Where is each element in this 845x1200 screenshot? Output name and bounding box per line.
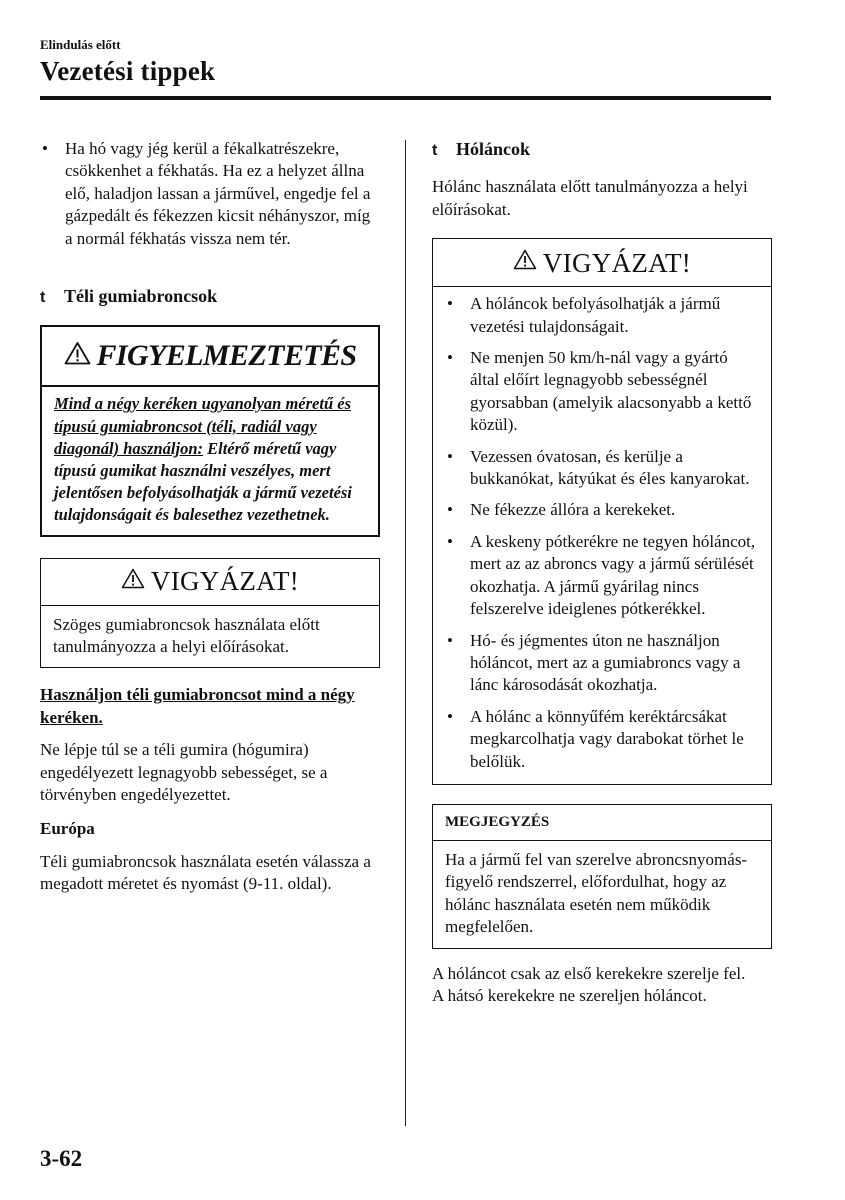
note-text: Ha a jármű fel van szerelve abroncsnyomás-figyelő rendszerrel, előfordulhat, hogy az hólánc használata esetén nem működik megfelelően. <box>445 849 748 937</box>
list-item: • A hóláncok befolyásolhatják a jármű vezetési tulajdonságait. <box>445 293 759 338</box>
section-label: Elindulás előtt <box>40 37 121 52</box>
warning-underlined-text: Mind a négy keréken ugyanolyan méretű és típusú gumiabroncsot (téli, radiál vagy diagonál) használjon: <box>54 394 351 458</box>
warning-triangle-icon <box>64 341 91 371</box>
winter-tires-heading <box>40 285 380 309</box>
page-title: Vezetési tippek <box>40 56 216 86</box>
snow-chains-intro: Hólánc használata előtt tanulmányozza a helyi előírásokat. <box>432 177 748 219</box>
note-body <box>433 841 771 948</box>
left-column <box>40 138 380 896</box>
caution-bullet-list <box>445 293 759 773</box>
caution-box <box>432 238 772 785</box>
title-rule <box>40 96 771 100</box>
note-title: MEGJEGYZÉS <box>445 814 550 831</box>
europe-paragraph: Téli gumiabroncsok használata esetén válassza a megadott méretet és nyomást (9-11. oldal). <box>40 851 371 894</box>
heading-text: Hóláncok <box>456 139 531 159</box>
page-number: 3-62 <box>40 1146 83 1171</box>
front-wheels-paragraph: A hóláncot csak az első kerekekre szerelje fel. <box>432 963 746 983</box>
list-item: • Ne fékezze állóra a kerekeket. <box>445 499 759 521</box>
list-item: • Vezessen óvatosan, és kerülje a bukkanókat, kátyúkat és éles kanyarokat. <box>445 446 759 491</box>
speed-paragraph: Ne lépje túl se a téli gumira (hógumira) engedélyezett legnagyobb sebességet, se a törvényben engedélyezettet. <box>40 740 328 805</box>
list-item: • Ha hó vagy jég kerül a fékalkatrészekre, csökkenhet a fékhatás. Ha ez a helyzet állna elő, haladjon lassan a járművel, engedje fel a gázpedált és fékezzen kicsit néhányszor, míg a normál fékhatás vissza nem tér. <box>40 138 380 250</box>
caution-header <box>41 559 379 606</box>
warning-header <box>42 327 378 387</box>
list-item: • A hólánc a könnyűfém keréktárcsákat megkarcolhatja vagy darabokat törhet le belőlük. <box>445 706 759 773</box>
warning-body <box>42 387 378 534</box>
caution-title: VIGYÁZAT! <box>150 566 300 597</box>
caution-header <box>433 239 771 287</box>
warning-box <box>40 325 380 536</box>
caution-triangle-icon <box>513 249 537 276</box>
heading-text: Téli gumiabroncsok <box>64 286 218 307</box>
rear-wheels-paragraph: A hátsó kerekekre ne szereljen hóláncot. <box>432 985 707 1005</box>
caution-body <box>433 287 771 784</box>
note-box <box>432 804 772 949</box>
column-divider <box>405 140 406 1126</box>
caution-box <box>40 558 380 669</box>
note-header <box>433 805 771 841</box>
caution-title: VIGYÁZAT! <box>542 247 692 278</box>
list-item: • Ne menjen 50 km/h-nál vagy a gyártó által előírt legnagyobb sebességnél gyorsabban (amelyik alacsonyabb a kettő közül). <box>445 347 759 437</box>
section-marker-icon: t <box>40 289 46 307</box>
section-marker-icon: t <box>432 142 438 159</box>
caution-text: Szöges gumiabroncsok használata előtt tanulmányozza a helyi előírásokat. <box>53 614 320 657</box>
warning-text: Eltérő méretű vagy típusú gumikat használni veszélyes, mert jelentősen befolyásolhatják a jármű vezetési tulajdonságait és balesethez vezethetnek. <box>54 438 352 525</box>
caution-body <box>41 606 379 668</box>
intro-bullet-list <box>40 138 380 250</box>
warning-title: FIGYELMEZTETÉS <box>96 339 357 373</box>
list-item: • Hó- és jégmentes úton ne használjon hóláncot, mert az a gumiabroncs vagy a lánc károsodását okozhatja. <box>445 630 759 697</box>
underlined-heading: Használjon téli gumiabroncsot mind a négy keréken. <box>40 685 355 727</box>
right-column <box>432 138 772 1007</box>
snow-chains-heading <box>432 138 772 162</box>
list-item: • A keskeny pótkerékre ne tegyen hóláncot, mert az az abroncs vagy a jármű sérülését okozhatja. A jármű gyárilag nincs felszerelve ideiglenes pótkerékkel. <box>445 531 759 621</box>
caution-triangle-icon <box>121 568 145 595</box>
europe-subheading: Európa <box>40 818 95 838</box>
